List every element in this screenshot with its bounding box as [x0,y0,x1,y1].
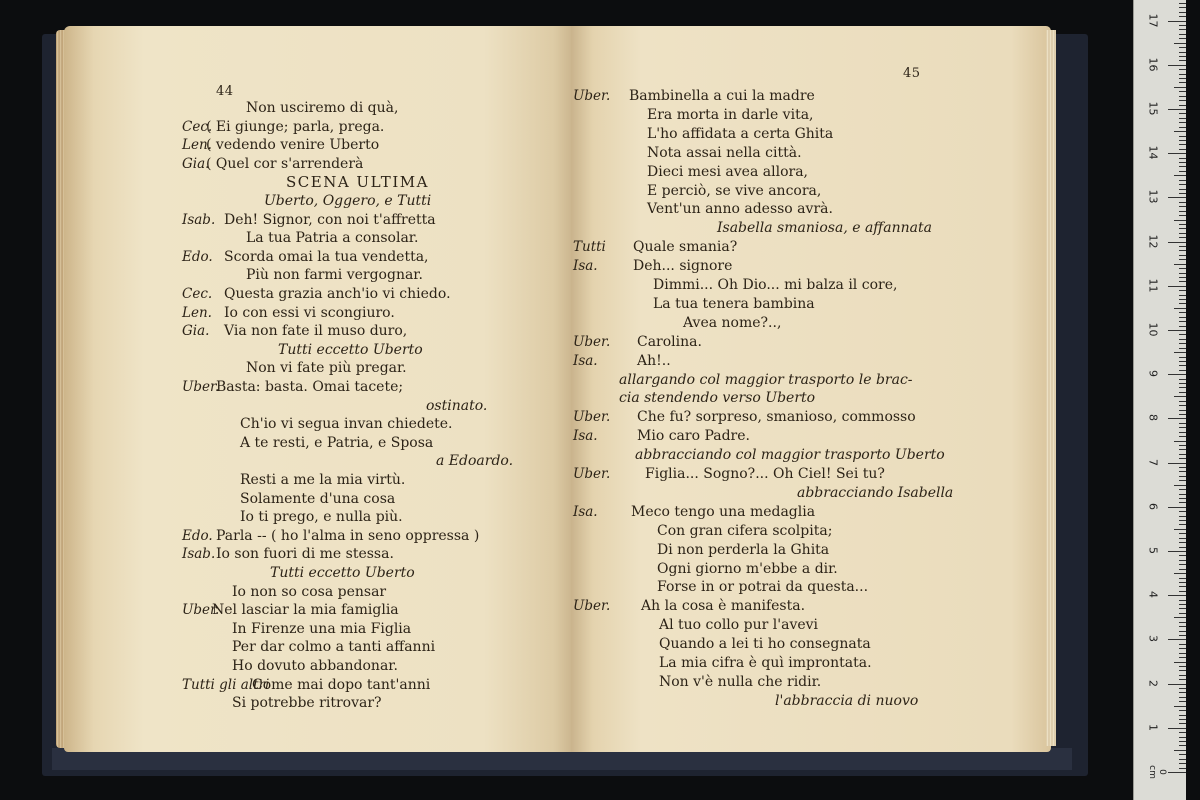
ruler-tick [1179,533,1186,534]
ruler-tick [1179,604,1186,605]
ruler-tick [1179,281,1186,282]
ruler-tick [1168,639,1186,640]
ruler-tick [1179,312,1186,313]
ruler-tick [1179,273,1186,274]
ruler-tick [1179,754,1186,755]
left-verse-line: Più non farmi vergognar. [246,267,423,284]
ruler-tick [1174,529,1186,530]
ruler-tick [1179,69,1186,70]
left-verse-line: Tutti eccetto Uberto [278,341,423,358]
ruler-tick [1179,467,1186,468]
ruler-tick [1179,233,1186,234]
right-verse-line: Ogni giorno m'ebbe a dir. [657,560,838,577]
ruler-tick [1168,65,1186,66]
ruler-tick [1179,334,1186,335]
ruler-tick [1174,441,1186,442]
ruler-tick [1179,688,1186,689]
ruler-tick [1179,34,1186,35]
right-verse-line: abbracciando col maggior trasporto Uberto [635,447,945,464]
ruler-tick [1179,383,1186,384]
ruler-tick [1179,246,1186,247]
ruler-tick [1179,591,1186,592]
right-speaker: Isa. [573,503,598,520]
ruler-tick [1179,379,1186,380]
ruler-tick [1174,43,1186,44]
ruler-tick [1179,715,1186,716]
ruler-tick [1179,502,1186,503]
right-speaker: Uber. [573,466,611,482]
ruler-tick [1168,551,1186,552]
ruler-tick [1179,494,1186,495]
ruler-tick [1179,648,1186,649]
ruler-tick [1179,387,1186,388]
ruler-tick [1179,622,1186,623]
ruler-number: 9 [1146,370,1160,378]
ruler-number: 15 [1146,101,1160,116]
ruler-tick [1179,171,1186,172]
ruler-tick [1179,370,1186,371]
left-verse-line: Scorda omai la tua vendetta, [224,248,429,265]
ruler-tick [1179,184,1186,185]
right-verse-line: Meco tengo una medaglia [631,503,816,520]
ruler-tick [1168,507,1186,508]
measuring-ruler [1133,0,1186,800]
ruler-tick [1179,666,1186,667]
ruler-tick [1179,657,1186,658]
left-verse-line: Non vi fate più pregar. [246,360,407,377]
ruler-number: 4 [1146,591,1160,599]
ruler-tick [1179,299,1186,300]
ruler-tick [1179,259,1186,260]
ruler-tick [1179,564,1186,565]
right-speaker: Isa. [573,428,598,445]
ruler-tick [1179,489,1186,490]
ruler-tick [1179,113,1186,114]
left-speaker: Isab. [182,211,216,228]
ruler-number: 8 [1146,414,1160,422]
ruler-tick [1174,706,1186,707]
ruler-tick [1174,131,1186,132]
ruler-tick [1179,144,1186,145]
ruler-tick [1179,56,1186,57]
ruler-tick [1179,768,1186,769]
right-verse-line: Quale smania? [633,239,738,256]
right-verse-line: Quando a lei ti ho consegnata [659,636,871,653]
ruler-tick [1174,175,1186,176]
ruler-tick [1179,78,1186,79]
ruler-tick [1179,16,1186,17]
ruler-tick [1179,644,1186,645]
left-verse-line: ( vedendo venire Uberto [206,137,380,154]
right-speaker: Isa. [573,258,598,275]
ruler-tick [1179,357,1186,358]
ruler-tick [1179,498,1186,499]
ruler-tick [1174,396,1186,397]
ruler-tick [1179,745,1186,746]
ruler-tick [1168,728,1186,729]
ruler-unit-label: 0 cm [1147,765,1167,779]
ruler-tick [1179,405,1186,406]
ruler-tick [1179,427,1186,428]
ruler-tick [1179,569,1186,570]
left-speaker: Cec. [182,118,213,135]
left-speaker: Isab. [182,546,216,563]
ruler-tick [1179,60,1186,61]
ruler-tick [1174,662,1186,663]
left-speaker: Edo. [182,248,213,265]
left-verse-line: Solamente d'una cosa [240,490,396,507]
left-speaker: Gia. [182,323,210,340]
ruler-tick [1179,7,1186,8]
left-page [64,26,574,752]
ruler-number: 3 [1146,635,1160,643]
right-verse-line: Isabella smaniosa, e affannata [717,220,932,237]
ruler-tick [1179,516,1186,517]
ruler-tick [1179,454,1186,455]
ruler-tick [1179,189,1186,190]
ruler-number: 16 [1146,57,1160,72]
ruler-number: 13 [1146,189,1160,204]
ruler-tick [1179,401,1186,402]
left-speaker: Cec. [182,286,213,302]
ruler-tick [1179,52,1186,53]
ruler-tick [1168,109,1186,110]
ruler-tick [1179,458,1186,459]
ruler-tick [1179,74,1186,75]
ruler-tick [1179,476,1186,477]
ruler-tick [1179,91,1186,92]
ruler-tick [1179,193,1186,194]
ruler-tick [1179,432,1186,433]
left-speaker: Len. [182,304,212,321]
ruler-number: 2 [1146,679,1160,687]
ruler-tick [1179,626,1186,627]
ruler-tick [1168,330,1186,331]
ruler-number: 11 [1146,278,1160,293]
right-verse-line: Mio caro Padre. [637,428,750,445]
ruler-number: 1 [1146,723,1160,731]
left-verse-line: Nel lasciar la mia famiglia [212,602,399,619]
left-verse-line: Si potrebbe ritrovar? [232,695,382,712]
ruler-tick [1179,136,1186,137]
ruler-tick [1179,158,1186,159]
ruler-tick [1179,719,1186,720]
ruler-tick [1174,750,1186,751]
right-verse-line: La mia cifra è quì improntata. [659,655,872,671]
right-verse-line: Che fu? sorpreso, smanioso, commosso [637,409,916,426]
ruler-tick [1179,38,1186,39]
left-verse-line: ostinato. [426,397,488,414]
left-verse-line: Non usciremo di quà, [246,100,399,116]
ruler-tick [1179,538,1186,539]
right-verse-line: Figlia... Sogno?... Oh Ciel! Sei tu? [645,466,885,482]
right-speaker: Uber. [573,598,611,615]
ruler-tick [1179,12,1186,13]
ruler-tick [1179,166,1186,167]
right-verse-line: Nota assai nella città. [647,144,802,161]
left-verse-line: Ch'io vi segua invan chiedete. [240,416,453,433]
ruler-tick [1179,149,1186,150]
ruler-tick [1179,471,1186,472]
left-speaker: Uber. [182,379,220,395]
ruler-tick [1179,697,1186,698]
ruler-tick [1179,613,1186,614]
right-verse-line: Bambinella a cui la madre [629,88,815,104]
ruler-tick [1179,511,1186,512]
left-verse-line: Ho dovuto abbandonar. [232,658,398,674]
left-verse-line: La tua Patria a consolar. [246,230,419,247]
ruler-tick [1179,343,1186,344]
ruler-tick [1174,352,1186,353]
ruler-tick [1179,211,1186,212]
left-verse-line: Uberto, Oggero, e Tutti [264,193,432,209]
right-verse-line: Vent'un anno adesso avrà. [647,201,833,218]
right-verse-line: Era morta in darle vita, [647,106,814,123]
left-verse-line: Tutti eccetto Uberto [270,565,415,581]
ruler-tick [1179,635,1186,636]
ruler-tick [1179,3,1186,4]
ruler-tick [1179,268,1186,269]
left-verse-line: Resti a me la mia virtù. [240,472,406,488]
left-speaker: Gia. [182,155,210,172]
ruler-tick [1179,555,1186,556]
ruler-tick [1179,732,1186,733]
ruler-tick [1179,96,1186,97]
ruler-tick [1179,520,1186,521]
left-verse-line: Via non fate il muso duro, [224,323,408,340]
ruler-tick [1179,290,1186,291]
ruler-tick [1174,220,1186,221]
ruler-tick [1179,348,1186,349]
ruler-tick [1179,741,1186,742]
right-speaker: Tutti [573,239,606,256]
ruler-tick [1179,723,1186,724]
ruler-tick [1179,759,1186,760]
ruler-tick [1168,242,1186,243]
ruler-tick [1168,684,1186,685]
ruler-tick [1179,670,1186,671]
ruler-tick [1179,237,1186,238]
ruler-tick [1179,339,1186,340]
right-verse-line: E perciò, se vive ancora, [647,182,822,199]
ruler-tick [1179,118,1186,119]
ruler-tick [1179,206,1186,207]
ruler-tick [1174,617,1186,618]
ruler-tick [1179,410,1186,411]
right-verse-line: allargando col maggior trasporto le brac- [619,371,913,388]
ruler-tick [1179,547,1186,548]
ruler-tick [1174,308,1186,309]
ruler-tick [1179,679,1186,680]
ruler-tick [1179,215,1186,216]
ruler-tick [1179,692,1186,693]
left-verse-line: a Edoardo. [436,453,514,470]
ruler-number: 17 [1146,13,1160,28]
left-verse-line: Questa grazia anch'io vi chiedo. [224,286,451,302]
ruler-tick [1179,392,1186,393]
ruler-tick [1179,140,1186,141]
ruler-tick [1168,418,1186,419]
ruler-tick [1174,485,1186,486]
ruler-tick [1168,374,1186,375]
ruler-tick [1179,317,1186,318]
ruler-tick [1174,573,1186,574]
right-verse-line: Dimmi... Oh Dio... mi balza il core, [653,277,898,293]
right-verse-line: Ah!.. [637,352,671,369]
right-verse-line: Al tuo collo pur l'avevi [659,617,819,634]
ruler-tick [1179,224,1186,225]
right-verse-line: Forse in or potrai da questa... [657,579,869,596]
left-verse-line: In Firenze una mia Figlia [232,620,412,637]
ruler-tick [1179,586,1186,587]
right-verse-line: cia stendendo verso Uberto [619,390,816,407]
ruler-tick [1179,105,1186,106]
ruler-tick [1174,264,1186,265]
page-stack-right [1046,30,1056,746]
left-speaker: Tutti gli altri [182,676,270,693]
ruler-tick [1179,321,1186,322]
ruler-tick [1179,737,1186,738]
left-verse-line: Come mai dopo tant'anni [252,676,431,693]
right-verse-line: Di non perderla la Ghita [657,541,830,558]
ruler-tick [1179,449,1186,450]
left-verse-line: Io con essi vi scongiuro. [224,304,395,321]
ruler-tick [1179,578,1186,579]
ruler-tick [1168,286,1186,287]
right-page [571,26,1051,752]
left-speaker: Edo. [182,527,213,544]
left-verse-line: ( Quel cor s'arrenderà [206,155,364,172]
ruler-tick [1168,197,1186,198]
ruler-tick [1179,29,1186,30]
page-number-right: 45 [903,66,921,81]
right-verse-line: Carolina. [637,333,702,350]
left-verse-line: Parla -- ( ho l'alma in seno oppressa ) [216,527,480,544]
ruler-tick [1179,365,1186,366]
ruler-tick [1179,361,1186,362]
ruler-tick [1174,87,1186,88]
ruler-tick [1179,303,1186,304]
left-verse-line: Io non so cosa pensar [232,583,387,600]
right-speaker: Uber. [573,409,611,426]
ruler-number: 10 [1146,322,1160,337]
left-verse-line: A te resti, e Patria, e Sposa [240,434,434,451]
right-verse-line: L'ho affidata a certa Ghita [647,125,834,142]
ruler-tick [1179,100,1186,101]
right-speaker: Uber. [573,333,611,350]
ruler-tick [1168,153,1186,154]
ruler-tick [1179,560,1186,561]
right-verse-line: Non v'è nulla che ridir. [659,673,822,690]
ruler-number: 14 [1146,145,1160,160]
ruler-number: 12 [1146,234,1160,249]
right-verse-line: abbracciando Isabella [797,484,954,501]
ruler-tick [1179,162,1186,163]
ruler-tick [1179,631,1186,632]
ruler-tick [1179,255,1186,256]
right-verse-line: l'abbraccia di nuovo [775,692,919,709]
ruler-tick [1179,710,1186,711]
ruler-tick [1179,180,1186,181]
ruler-number: 6 [1146,502,1160,510]
ruler-tick [1179,202,1186,203]
left-verse-line: Io son fuori di me stessa. [216,546,394,563]
scene-title: SCENA ULTIMA [286,173,429,192]
ruler-tick [1179,277,1186,278]
right-speaker: Isa. [573,352,598,369]
left-verse-line: ( Ei giunge; parla, prega. [206,118,385,135]
left-verse-line: Basta: basta. Omai tacete; [216,379,404,395]
ruler-tick [1179,445,1186,446]
ruler-tick [1179,763,1186,764]
left-speaker: Uber. [182,602,220,619]
page-number-left: 44 [216,84,234,99]
ruler-tick [1179,25,1186,26]
ruler-tick [1168,463,1186,464]
ruler-tick [1168,21,1186,22]
ruler-tick [1179,423,1186,424]
ruler-tick [1179,228,1186,229]
right-verse-line: Deh... signore [633,258,733,275]
ruler-tick [1179,582,1186,583]
ruler-number: 7 [1146,458,1160,466]
ruler-tick [1179,653,1186,654]
left-verse-line: Deh! Signor, con noi t'affretta [224,211,436,228]
ruler-tick [1179,542,1186,543]
ruler-tick [1179,295,1186,296]
ruler-tick [1168,595,1186,596]
left-speaker: Len. [182,137,212,154]
right-speaker: Uber. [573,88,611,104]
ruler-tick [1179,600,1186,601]
ruler-tick [1179,326,1186,327]
left-verse-line: Per dar colmo a tanti affanni [232,639,436,656]
ruler-tick [1179,675,1186,676]
ruler-tick [1179,122,1186,123]
right-verse-line: Avea nome?.., [683,314,782,331]
ruler-tick [1179,414,1186,415]
right-verse-line: La tua tenera bambina [653,295,815,312]
ruler-tick [1179,480,1186,481]
ruler-tick [1168,772,1186,773]
ruler-tick [1179,701,1186,702]
left-verse-line: Io ti prego, e nulla più. [240,509,403,526]
right-verse-line: Ah la cosa è manifesta. [641,598,806,615]
ruler-number: 5 [1146,547,1160,554]
ruler-tick [1179,436,1186,437]
ruler-tick [1179,250,1186,251]
right-verse-line: Con gran cifera scolpita; [657,522,833,539]
ruler-tick [1179,127,1186,128]
right-verse-line: Dieci mesi avea allora, [647,163,808,180]
ruler-tick [1179,608,1186,609]
ruler-tick [1179,524,1186,525]
ruler-tick [1179,82,1186,83]
ruler-tick [1179,47,1186,48]
